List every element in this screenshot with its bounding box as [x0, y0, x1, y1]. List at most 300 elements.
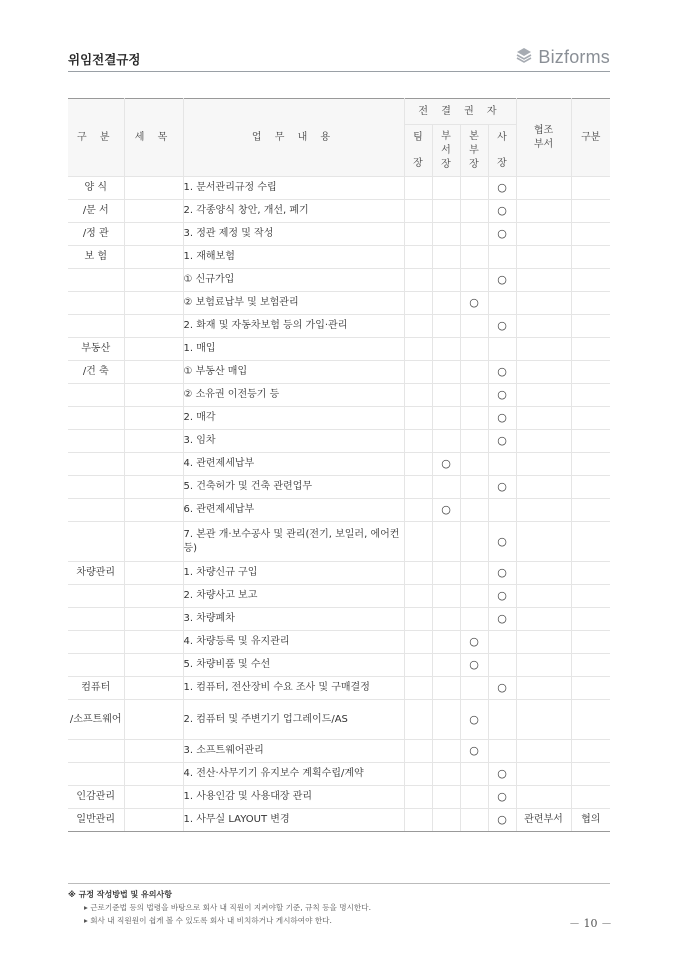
table-row: [68, 200, 610, 223]
row-coop-dept: [516, 361, 571, 384]
table-row: [68, 499, 610, 522]
approval-team-cell: [404, 654, 432, 677]
row-type: [571, 700, 610, 740]
row-content: ② 보험료납부 및 보험관리: [183, 292, 404, 315]
row-coop-dept: [516, 608, 571, 631]
row-category: [68, 522, 124, 562]
note-line: ▸ 회사 내 직원원이 쉽게 볼 수 있도록 회사 내 비치하거나 게시하여야 한다.: [84, 916, 332, 925]
row-coop-dept: [516, 499, 571, 522]
row-type: [571, 499, 610, 522]
row-category: [68, 269, 124, 292]
row-coop-dept: [516, 200, 571, 223]
approval-team-cell: [404, 338, 432, 361]
approval-dept-cell: [432, 786, 460, 809]
approval-team-cell: [404, 361, 432, 384]
table-row: [68, 522, 610, 562]
row-category: [68, 608, 124, 631]
table-row: [68, 453, 610, 476]
row-content: 1. 컴퓨터, 전산장비 수요 조사 및 구매결정: [183, 677, 404, 700]
approval-hq-cell: [460, 338, 488, 361]
row-content: 5. 차량비품 및 수선: [183, 654, 404, 677]
row-subject: [124, 522, 183, 562]
approval-dept-cell: ○: [432, 499, 460, 522]
approval-hq-cell: [460, 809, 488, 832]
row-subject: [124, 384, 183, 407]
table-row: [68, 407, 610, 430]
table-row: [68, 384, 610, 407]
row-subject: [124, 292, 183, 315]
row-coop-dept: [516, 315, 571, 338]
table-row: [68, 585, 610, 608]
row-subject: [124, 786, 183, 809]
row-category: 인감관리: [68, 786, 124, 809]
row-type: [571, 763, 610, 786]
approval-dept-cell: [432, 677, 460, 700]
row-type: [571, 407, 610, 430]
approval-hq-cell: [460, 677, 488, 700]
row-subject: [124, 654, 183, 677]
approval-ceo-cell: ○: [488, 430, 516, 453]
approval-team-cell: [404, 269, 432, 292]
approval-team-cell: [404, 631, 432, 654]
approval-dept-cell: [432, 315, 460, 338]
document-title: 위임전결규정: [68, 52, 141, 67]
table-row: [68, 700, 610, 740]
approval-dept-cell: [432, 522, 460, 562]
row-category: [68, 384, 124, 407]
row-coop-dept: [516, 384, 571, 407]
approval-dept-cell: [432, 384, 460, 407]
approval-dept-cell: [432, 269, 460, 292]
header-hq-char: 부: [469, 144, 479, 156]
approval-dept-cell: [432, 177, 460, 200]
approval-ceo-cell: ○: [488, 407, 516, 430]
row-category: [68, 499, 124, 522]
approval-ceo-cell: ○: [488, 269, 516, 292]
row-category: [68, 407, 124, 430]
table-row: [68, 223, 610, 246]
row-coop-dept: [516, 430, 571, 453]
approval-dept-cell: [432, 700, 460, 740]
header-ceo-char: 사: [497, 131, 507, 143]
header-divider: [68, 71, 610, 72]
approval-hq-cell: [460, 499, 488, 522]
row-category: [68, 631, 124, 654]
approval-hq-cell: [460, 430, 488, 453]
row-content: 2. 컴퓨터 및 주변기기 업그레이드/AS: [183, 700, 404, 740]
row-content: 1. 매입: [183, 338, 404, 361]
row-category: [68, 292, 124, 315]
row-category: /건 축: [68, 361, 124, 384]
approval-hq-cell: [460, 786, 488, 809]
approval-ceo-cell: ○: [488, 786, 516, 809]
approval-hq-cell: [460, 177, 488, 200]
row-content: 7. 본관 개·보수공사 및 관리(전기, 보일러, 에어컨 등): [183, 522, 404, 562]
layers-icon: [515, 46, 533, 68]
note-title: ※ 규정 작성방법 및 유의사항: [68, 890, 172, 899]
table-row: [68, 177, 610, 200]
row-coop-dept: 관련부서: [516, 809, 571, 832]
row-content: 2. 차량사고 보고: [183, 585, 404, 608]
approval-ceo-cell: ○: [488, 223, 516, 246]
header-hq-head: [460, 125, 488, 177]
approval-team-cell: [404, 786, 432, 809]
footer-divider: [68, 883, 610, 884]
row-category: 컴퓨터: [68, 677, 124, 700]
row-type: [571, 476, 610, 499]
row-category: [68, 315, 124, 338]
approval-ceo-cell: ○: [488, 608, 516, 631]
approval-team-cell: [404, 522, 432, 562]
approval-ceo-cell: ○: [488, 361, 516, 384]
header-dept-head: [432, 125, 460, 177]
row-content: 1. 문서관리규정 수립: [183, 177, 404, 200]
row-subject: [124, 499, 183, 522]
row-content: 3. 정관 제정 및 작성: [183, 223, 404, 246]
approval-team-cell: [404, 740, 432, 763]
brand-logo: [515, 46, 610, 68]
approval-dept-cell: [432, 338, 460, 361]
approval-hq-cell: [460, 608, 488, 631]
approval-ceo-cell: ○: [488, 315, 516, 338]
row-category: [68, 453, 124, 476]
header-hq-char: 본: [469, 130, 479, 142]
approval-hq-cell: ○: [460, 740, 488, 763]
approval-ceo-cell: ○: [488, 522, 516, 562]
approval-team-cell: [404, 177, 432, 200]
row-type: [571, 522, 610, 562]
table-row: [68, 269, 610, 292]
approval-ceo-cell: [488, 246, 516, 269]
approval-team-cell: [404, 223, 432, 246]
header-coop-label: 협조부서: [533, 124, 554, 150]
row-type: [571, 361, 610, 384]
approval-hq-cell: [460, 200, 488, 223]
header-subject: 세 목: [124, 99, 183, 177]
row-type: [571, 677, 610, 700]
approval-hq-cell: [460, 476, 488, 499]
table-row: [68, 292, 610, 315]
row-subject: [124, 476, 183, 499]
approval-hq-cell: [460, 246, 488, 269]
row-coop-dept: [516, 453, 571, 476]
row-category: /소프트웨어: [68, 700, 124, 740]
approval-dept-cell: [432, 246, 460, 269]
approval-dept-cell: [432, 608, 460, 631]
table-row: [68, 361, 610, 384]
approval-team-cell: [404, 200, 432, 223]
page-number: － 10 －: [569, 917, 612, 930]
approval-hq-cell: [460, 361, 488, 384]
approval-team-cell: [404, 499, 432, 522]
row-subject: [124, 177, 183, 200]
row-category: 양 식: [68, 177, 124, 200]
row-content: ② 소유권 이전등기 등: [183, 384, 404, 407]
approval-hq-cell: ○: [460, 700, 488, 740]
approval-team-cell: [404, 453, 432, 476]
approval-team-cell: [404, 809, 432, 832]
approval-hq-cell: ○: [460, 654, 488, 677]
row-coop-dept: [516, 522, 571, 562]
approval-team-cell: [404, 407, 432, 430]
row-content: 3. 임차: [183, 430, 404, 453]
row-coop-dept: [516, 246, 571, 269]
approval-team-cell: [404, 292, 432, 315]
row-subject: [124, 562, 183, 585]
approval-dept-cell: [432, 631, 460, 654]
row-category: [68, 763, 124, 786]
header-ceo-char: 장: [497, 157, 507, 169]
note-line: ▸ 근로기준법 등의 법령을 바탕으로 회사 내 직원이 지켜야할 기준, 규칙 등을 명시한다.: [84, 903, 372, 912]
row-coop-dept: [516, 700, 571, 740]
row-coop-dept: [516, 223, 571, 246]
row-coop-dept: [516, 654, 571, 677]
header-hq-char: 장: [469, 158, 479, 170]
row-category: [68, 430, 124, 453]
row-category: [68, 740, 124, 763]
row-category: [68, 476, 124, 499]
row-coop-dept: [516, 763, 571, 786]
row-subject: [124, 407, 183, 430]
approval-ceo-cell: [488, 499, 516, 522]
table-row: [68, 315, 610, 338]
approval-dept-cell: [432, 654, 460, 677]
approval-ceo-cell: [488, 654, 516, 677]
row-subject: [124, 200, 183, 223]
approval-hq-cell: [460, 315, 488, 338]
row-content: ① 부동산 매입: [183, 361, 404, 384]
header-dept-char: 장: [441, 158, 451, 170]
approval-team-cell: [404, 315, 432, 338]
approval-ceo-cell: ○: [488, 384, 516, 407]
row-coop-dept: [516, 786, 571, 809]
approval-hq-cell: ○: [460, 292, 488, 315]
row-type: [571, 740, 610, 763]
table-row: [68, 740, 610, 763]
header-team-char: 팀: [413, 131, 423, 143]
approval-dept-cell: [432, 763, 460, 786]
row-coop-dept: [516, 292, 571, 315]
table-row: [68, 562, 610, 585]
row-category: 부동산: [68, 338, 124, 361]
approval-hq-cell: [460, 562, 488, 585]
row-subject: [124, 361, 183, 384]
table-row: [68, 338, 610, 361]
approval-ceo-cell: [488, 292, 516, 315]
row-content: 1. 사무실 LAYOUT 변경: [183, 809, 404, 832]
approval-ceo-cell: [488, 338, 516, 361]
approval-ceo-cell: [488, 453, 516, 476]
row-coop-dept: [516, 476, 571, 499]
approval-team-cell: [404, 246, 432, 269]
approval-dept-cell: [432, 740, 460, 763]
table-row: [68, 246, 610, 269]
approval-team-cell: [404, 608, 432, 631]
logo-text: Bizforms: [538, 46, 610, 67]
row-type: [571, 338, 610, 361]
header-type: 구분: [571, 99, 610, 177]
row-subject: [124, 700, 183, 740]
approval-dept-cell: [432, 562, 460, 585]
table-row: [68, 809, 610, 832]
approval-team-cell: [404, 430, 432, 453]
row-type: [571, 654, 610, 677]
row-type: [571, 200, 610, 223]
approval-ceo-cell: ○: [488, 763, 516, 786]
approval-dept-cell: [432, 223, 460, 246]
table-row: [68, 608, 610, 631]
header-ceo: [488, 125, 516, 177]
row-coop-dept: [516, 631, 571, 654]
approval-ceo-cell: [488, 700, 516, 740]
approval-ceo-cell: ○: [488, 200, 516, 223]
row-type: [571, 246, 610, 269]
delegation-table: [68, 98, 610, 832]
row-coop-dept: [516, 585, 571, 608]
header-content: 업 무 내 용: [183, 99, 404, 177]
row-content: ① 신규가입: [183, 269, 404, 292]
approval-hq-cell: [460, 763, 488, 786]
approval-team-cell: [404, 476, 432, 499]
row-content: 6. 관련제세납부: [183, 499, 404, 522]
row-subject: [124, 338, 183, 361]
row-content: 3. 소프트웨어관리: [183, 740, 404, 763]
approval-ceo-cell: [488, 631, 516, 654]
row-type: [571, 585, 610, 608]
row-content: 2. 화재 및 자동차보험 등의 가입·관리: [183, 315, 404, 338]
row-category: 보 험: [68, 246, 124, 269]
row-subject: [124, 608, 183, 631]
approval-hq-cell: [460, 407, 488, 430]
approval-team-cell: [404, 700, 432, 740]
table-row: [68, 677, 610, 700]
row-subject: [124, 740, 183, 763]
table-row: [68, 786, 610, 809]
row-subject: [124, 223, 183, 246]
approval-ceo-cell: ○: [488, 177, 516, 200]
approval-team-cell: [404, 677, 432, 700]
row-content: 2. 각종양식 창안, 개선, 폐기: [183, 200, 404, 223]
row-content: 4. 차량등록 및 유지관리: [183, 631, 404, 654]
row-type: [571, 292, 610, 315]
row-type: [571, 786, 610, 809]
approval-ceo-cell: ○: [488, 585, 516, 608]
approval-dept-cell: [432, 476, 460, 499]
approval-hq-cell: [460, 384, 488, 407]
table-row: [68, 430, 610, 453]
approval-hq-cell: [460, 453, 488, 476]
row-coop-dept: [516, 562, 571, 585]
row-subject: [124, 430, 183, 453]
approval-team-cell: [404, 763, 432, 786]
table-row: [68, 631, 610, 654]
table-row: [68, 763, 610, 786]
row-coop-dept: [516, 338, 571, 361]
row-type: [571, 269, 610, 292]
row-type: [571, 384, 610, 407]
row-type: [571, 430, 610, 453]
approval-hq-cell: [460, 269, 488, 292]
table-body: [68, 177, 610, 832]
row-coop-dept: [516, 269, 571, 292]
approval-team-cell: [404, 562, 432, 585]
row-content: 1. 재해보험: [183, 246, 404, 269]
approval-team-cell: [404, 585, 432, 608]
approval-dept-cell: ○: [432, 453, 460, 476]
row-type: [571, 223, 610, 246]
approval-dept-cell: [432, 361, 460, 384]
row-coop-dept: [516, 740, 571, 763]
row-category: 차량관리: [68, 562, 124, 585]
header-category: 구 분: [68, 99, 124, 177]
row-category: /정 관: [68, 223, 124, 246]
approval-team-cell: [404, 384, 432, 407]
approval-ceo-cell: [488, 740, 516, 763]
approval-hq-cell: [460, 522, 488, 562]
row-subject: [124, 315, 183, 338]
approval-ceo-cell: ○: [488, 677, 516, 700]
row-subject: [124, 269, 183, 292]
approval-ceo-cell: ○: [488, 809, 516, 832]
row-type: [571, 315, 610, 338]
row-content: 2. 매각: [183, 407, 404, 430]
table-row: [68, 476, 610, 499]
approval-dept-cell: [432, 407, 460, 430]
row-type: [571, 177, 610, 200]
approval-hq-cell: ○: [460, 631, 488, 654]
header-team-char: 장: [413, 157, 423, 169]
row-coop-dept: [516, 177, 571, 200]
row-category: 일반관리: [68, 809, 124, 832]
row-subject: [124, 809, 183, 832]
table-row: [68, 654, 610, 677]
approval-hq-cell: [460, 223, 488, 246]
row-subject: [124, 246, 183, 269]
header-dept-char: 부: [441, 130, 451, 142]
row-category: [68, 585, 124, 608]
header-dept-char: 서: [441, 144, 451, 156]
row-coop-dept: [516, 407, 571, 430]
row-type: 협의: [571, 809, 610, 832]
row-subject: [124, 763, 183, 786]
row-subject: [124, 677, 183, 700]
row-category: [68, 654, 124, 677]
row-type: [571, 631, 610, 654]
header-team-lead: [404, 125, 432, 177]
approval-dept-cell: [432, 430, 460, 453]
row-type: [571, 608, 610, 631]
approval-dept-cell: [432, 200, 460, 223]
approval-dept-cell: [432, 809, 460, 832]
row-coop-dept: [516, 677, 571, 700]
row-content: 4. 전산·사무기기 유지보수 계획수립/계약: [183, 763, 404, 786]
approval-dept-cell: [432, 292, 460, 315]
header-coop: [516, 99, 571, 177]
row-type: [571, 453, 610, 476]
approval-dept-cell: [432, 585, 460, 608]
row-subject: [124, 453, 183, 476]
row-content: 1. 차량신규 구입: [183, 562, 404, 585]
row-subject: [124, 631, 183, 654]
approval-ceo-cell: ○: [488, 476, 516, 499]
row-content: 1. 사용인감 및 사용대장 관리: [183, 786, 404, 809]
row-content: 3. 차량폐차: [183, 608, 404, 631]
row-category: /문 서: [68, 200, 124, 223]
row-content: 4. 관련제세납부: [183, 453, 404, 476]
row-content: 5. 건축허가 및 건축 관련업무: [183, 476, 404, 499]
row-subject: [124, 585, 183, 608]
header-approver-group: 전 결 권 자: [404, 99, 516, 125]
